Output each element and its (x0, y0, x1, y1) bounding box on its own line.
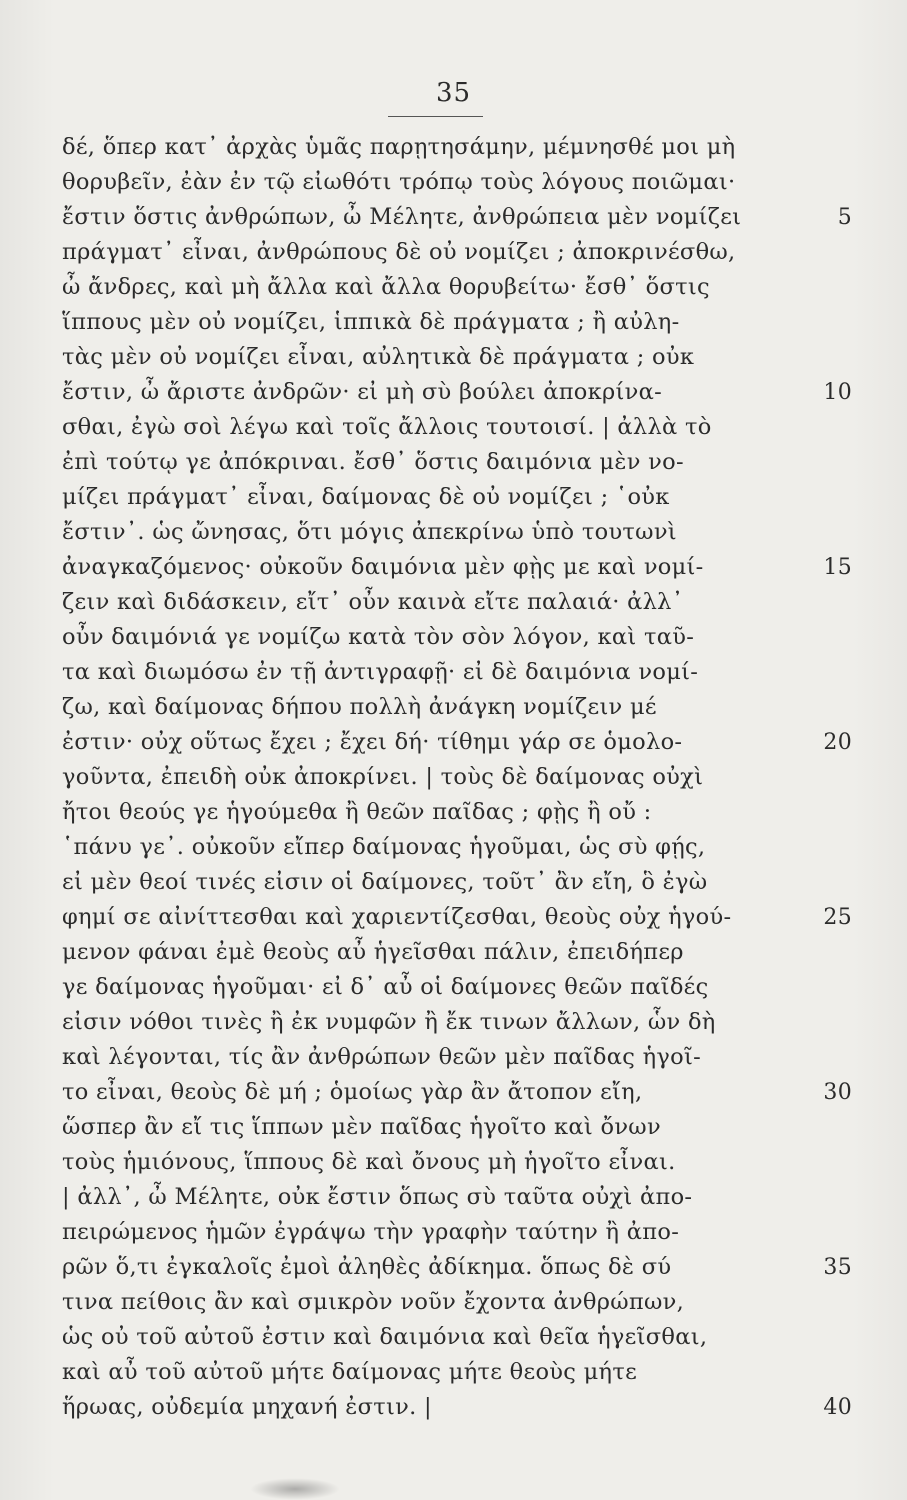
text-line (62, 795, 852, 830)
text-line (62, 480, 852, 515)
text-line (62, 1390, 852, 1425)
text-line (62, 655, 852, 690)
text-line (62, 1285, 852, 1320)
text-line (62, 1215, 852, 1250)
line-text: ῾πάνυ γε᾽. οὐκοῦν εἴπερ δαίμονας ἡγοῦμαι, ὡς σὺ φῄς, (62, 834, 706, 860)
line-text: μενον φάναι ἐμὲ θεοὺς αὖ ἡγεῖσθαι πάλιν, ἐπειδήπερ (62, 939, 684, 965)
line-text: τὰς μὲν οὐ νομίζει εἶναι, αὐλητικὰ δὲ πράγματα ; οὐκ (62, 344, 695, 370)
text-line (62, 865, 852, 900)
text-line (62, 585, 852, 620)
text-line (62, 1250, 852, 1285)
line-text: ζειν καὶ διδάσκειν, εἴτ᾽ οὖν καινὰ εἴτε παλαιά· ἀλλ᾽ (62, 589, 684, 615)
line-number: 40 (823, 1395, 852, 1420)
line-text: ἀναγκαζόμενος· οὐκοῦν δαιμόνια μὲν φῂς με καὶ νομί- (62, 554, 704, 580)
line-text: ἐστιν· οὐχ οὕτως ἔχει ; ἔχει δή· τίθημι γάρ σε ὁμολο- (62, 729, 683, 755)
line-text: το εἶναι, θεοὺς δὲ μή ; ὁμοίως γὰρ ἂν ἄτοπον εἴη, (62, 1079, 643, 1105)
line-text: ἔστιν ὅστις ἀνθρώπων, ὦ Μέλητε, ἀνθρώπεια μὲν νομίζει (62, 204, 742, 230)
line-text: καὶ αὖ τοῦ αὐτοῦ μήτε δαίμονας μήτε θεοὺς μήτε (62, 1359, 638, 1385)
line-text: φημί σε αἰνίττεσθαι καὶ χαριεντίζεσθαι, θεοὺς οὐχ ἡγού- (62, 904, 732, 930)
text-line (62, 690, 852, 725)
text-line (62, 130, 852, 165)
text-line (62, 235, 852, 270)
text-line (62, 1075, 852, 1110)
text-line (62, 550, 852, 585)
line-text: ρῶν ὅ,τι ἐγκαλοῖς ἐμοὶ ἀληθὲς ἀδίκημα. ὅπως δὲ σύ (62, 1254, 672, 1280)
text-line (62, 200, 852, 235)
text-line (62, 375, 852, 410)
text-line (62, 410, 852, 445)
page-number: 35 (435, 78, 472, 108)
text-line (62, 725, 852, 760)
line-text: σθαι, ἐγὼ σοὶ λέγω καὶ τοῖς ἄλλοις τουτοισί. | ἀλλὰ τὸ (62, 414, 712, 440)
line-text: ἐπὶ τούτῳ γε ἀπόκριναι. ἔσθ᾽ ὅστις δαιμόνια μὲν νο- (62, 449, 684, 475)
line-number: 35 (823, 1255, 852, 1280)
line-text: πειρώμενος ἡμῶν ἐγράψω τὴν γραφὴν ταύτην ἢ ἀπο- (62, 1219, 680, 1245)
text-line (62, 620, 852, 655)
ink-smudge (250, 1478, 340, 1500)
line-number: 25 (823, 905, 852, 930)
line-text: | ἀλλ᾽, ὦ Μέλητε, οὐκ ἔστιν ὅπως σὺ ταῦτα οὐχὶ ἀπο- (62, 1184, 693, 1210)
text-line (62, 305, 852, 340)
text-line (62, 935, 852, 970)
line-text: δέ, ὅπερ κατ᾽ ἀρχὰς ὑμᾶς παρῃτησάμην, μέμνησθέ μοι μὴ (62, 134, 736, 160)
line-number: 20 (823, 730, 852, 755)
line-text: ἵππους μὲν οὐ νομίζει, ἱππικὰ δὲ πράγματα ; ἢ αὐλη- (62, 309, 680, 335)
line-text: οὖν δαιμόνιά γε νομίζω κατὰ τὸν σὸν λόγον, καὶ ταῦ- (62, 624, 695, 650)
line-text: τα καὶ διωμόσω ἐν τῇ ἀντιγραφῇ· εἰ δὲ δαιμόνια νομί- (62, 659, 699, 685)
line-text: θορυβεῖν, ἐὰν ἐν τῷ εἰωθότι τρόπῳ τοὺς λόγους ποιῶμαι· (62, 169, 736, 195)
line-text: ἔστιν᾽. ὡς ὤνησας, ὅτι μόγις ἀπεκρίνω ὑπὸ τουτωνὶ (62, 519, 677, 545)
line-number: 10 (823, 380, 852, 405)
line-text: γε δαίμονας ἡγοῦμαι· εἰ δ᾽ αὖ οἱ δαίμονες θεῶν παῖδές (62, 974, 709, 1000)
text-line (62, 900, 852, 935)
line-text: ἥρωας, οὐδεμία μηχανή ἐστιν. | (62, 1394, 432, 1420)
text-line (62, 515, 852, 550)
line-text: γοῦντα, ἐπειδὴ οὐκ ἀποκρίνει. | τοὺς δὲ δαίμονας οὐχὶ (62, 764, 704, 790)
text-line (62, 1040, 852, 1075)
line-text: τοὺς ἡμιόνους, ἵππους δὲ καὶ ὄνους μὴ ἡγοῖτο εἶναι. (62, 1149, 676, 1175)
line-number: 5 (837, 205, 852, 230)
text-line (62, 1355, 852, 1390)
text-line (62, 1320, 852, 1355)
text-line (62, 165, 852, 200)
line-text: μίζει πράγματ᾽ εἶναι, δαίμονας δὲ οὐ νομίζει ; ῾οὐκ (62, 484, 670, 510)
text-line (62, 1005, 852, 1040)
line-text: ἤτοι θεούς γε ἡγούμεθα ἢ θεῶν παῖδας ; φῂς ἢ οὔ : (62, 799, 652, 825)
text-line (62, 270, 852, 305)
text-line (62, 1110, 852, 1145)
text-line (62, 445, 852, 480)
line-number: 15 (823, 555, 852, 580)
text-line (62, 1145, 852, 1180)
line-text: ζω, καὶ δαίμονας δήπου πολλὴ ἀνάγκη νομίζειν μέ (62, 694, 657, 720)
line-text: πράγματ᾽ εἶναι, ἀνθρώπους δὲ οὐ νομίζει ; ἀποκρινέσθω, (62, 239, 736, 265)
line-text: ἔστιν, ὦ ἄριστε ἀνδρῶν· εἰ μὴ σὺ βούλει ἀποκρίνα- (62, 379, 663, 405)
text-line (62, 970, 852, 1005)
text-line (62, 760, 852, 795)
line-text: τινα πείθοις ἂν καὶ σμικρὸν νοῦν ἔχοντα ἀνθρώπων, (62, 1289, 685, 1315)
line-text: εἰ μὲν θεοί τινές εἰσιν οἱ δαίμονες, τοῦτ᾽ ἂν εἴη, ὃ ἐγὼ (62, 869, 708, 895)
line-text: εἰσιν νόθοι τινὲς ἢ ἐκ νυμφῶν ἢ ἔκ τινων ἄλλων, ὧν δὴ (62, 1009, 716, 1035)
line-text: ὥσπερ ἂν εἴ τις ἵππων μὲν παῖδας ἡγοῖτο καὶ ὄνων (62, 1114, 661, 1140)
line-text: ὦ ἄνδρες, καὶ μὴ ἄλλα καὶ ἄλλα θορυβείτω· ἔσθ᾽ ὅστις (62, 274, 710, 300)
text-line (62, 1180, 852, 1215)
text-line (62, 830, 852, 865)
text-line (62, 340, 852, 375)
line-text: καὶ λέγονται, τίς ἂν ἀνθρώπων θεῶν μὲν παῖδας ἡγοῖ- (62, 1044, 701, 1070)
line-text: ὡς οὐ τοῦ αὐτοῦ ἐστιν καὶ δαιμόνια καὶ θεῖα ἡγεῖσθαι, (62, 1324, 708, 1350)
header-rule (388, 116, 483, 117)
greek-text-body (62, 130, 852, 1425)
line-number: 30 (823, 1080, 852, 1105)
